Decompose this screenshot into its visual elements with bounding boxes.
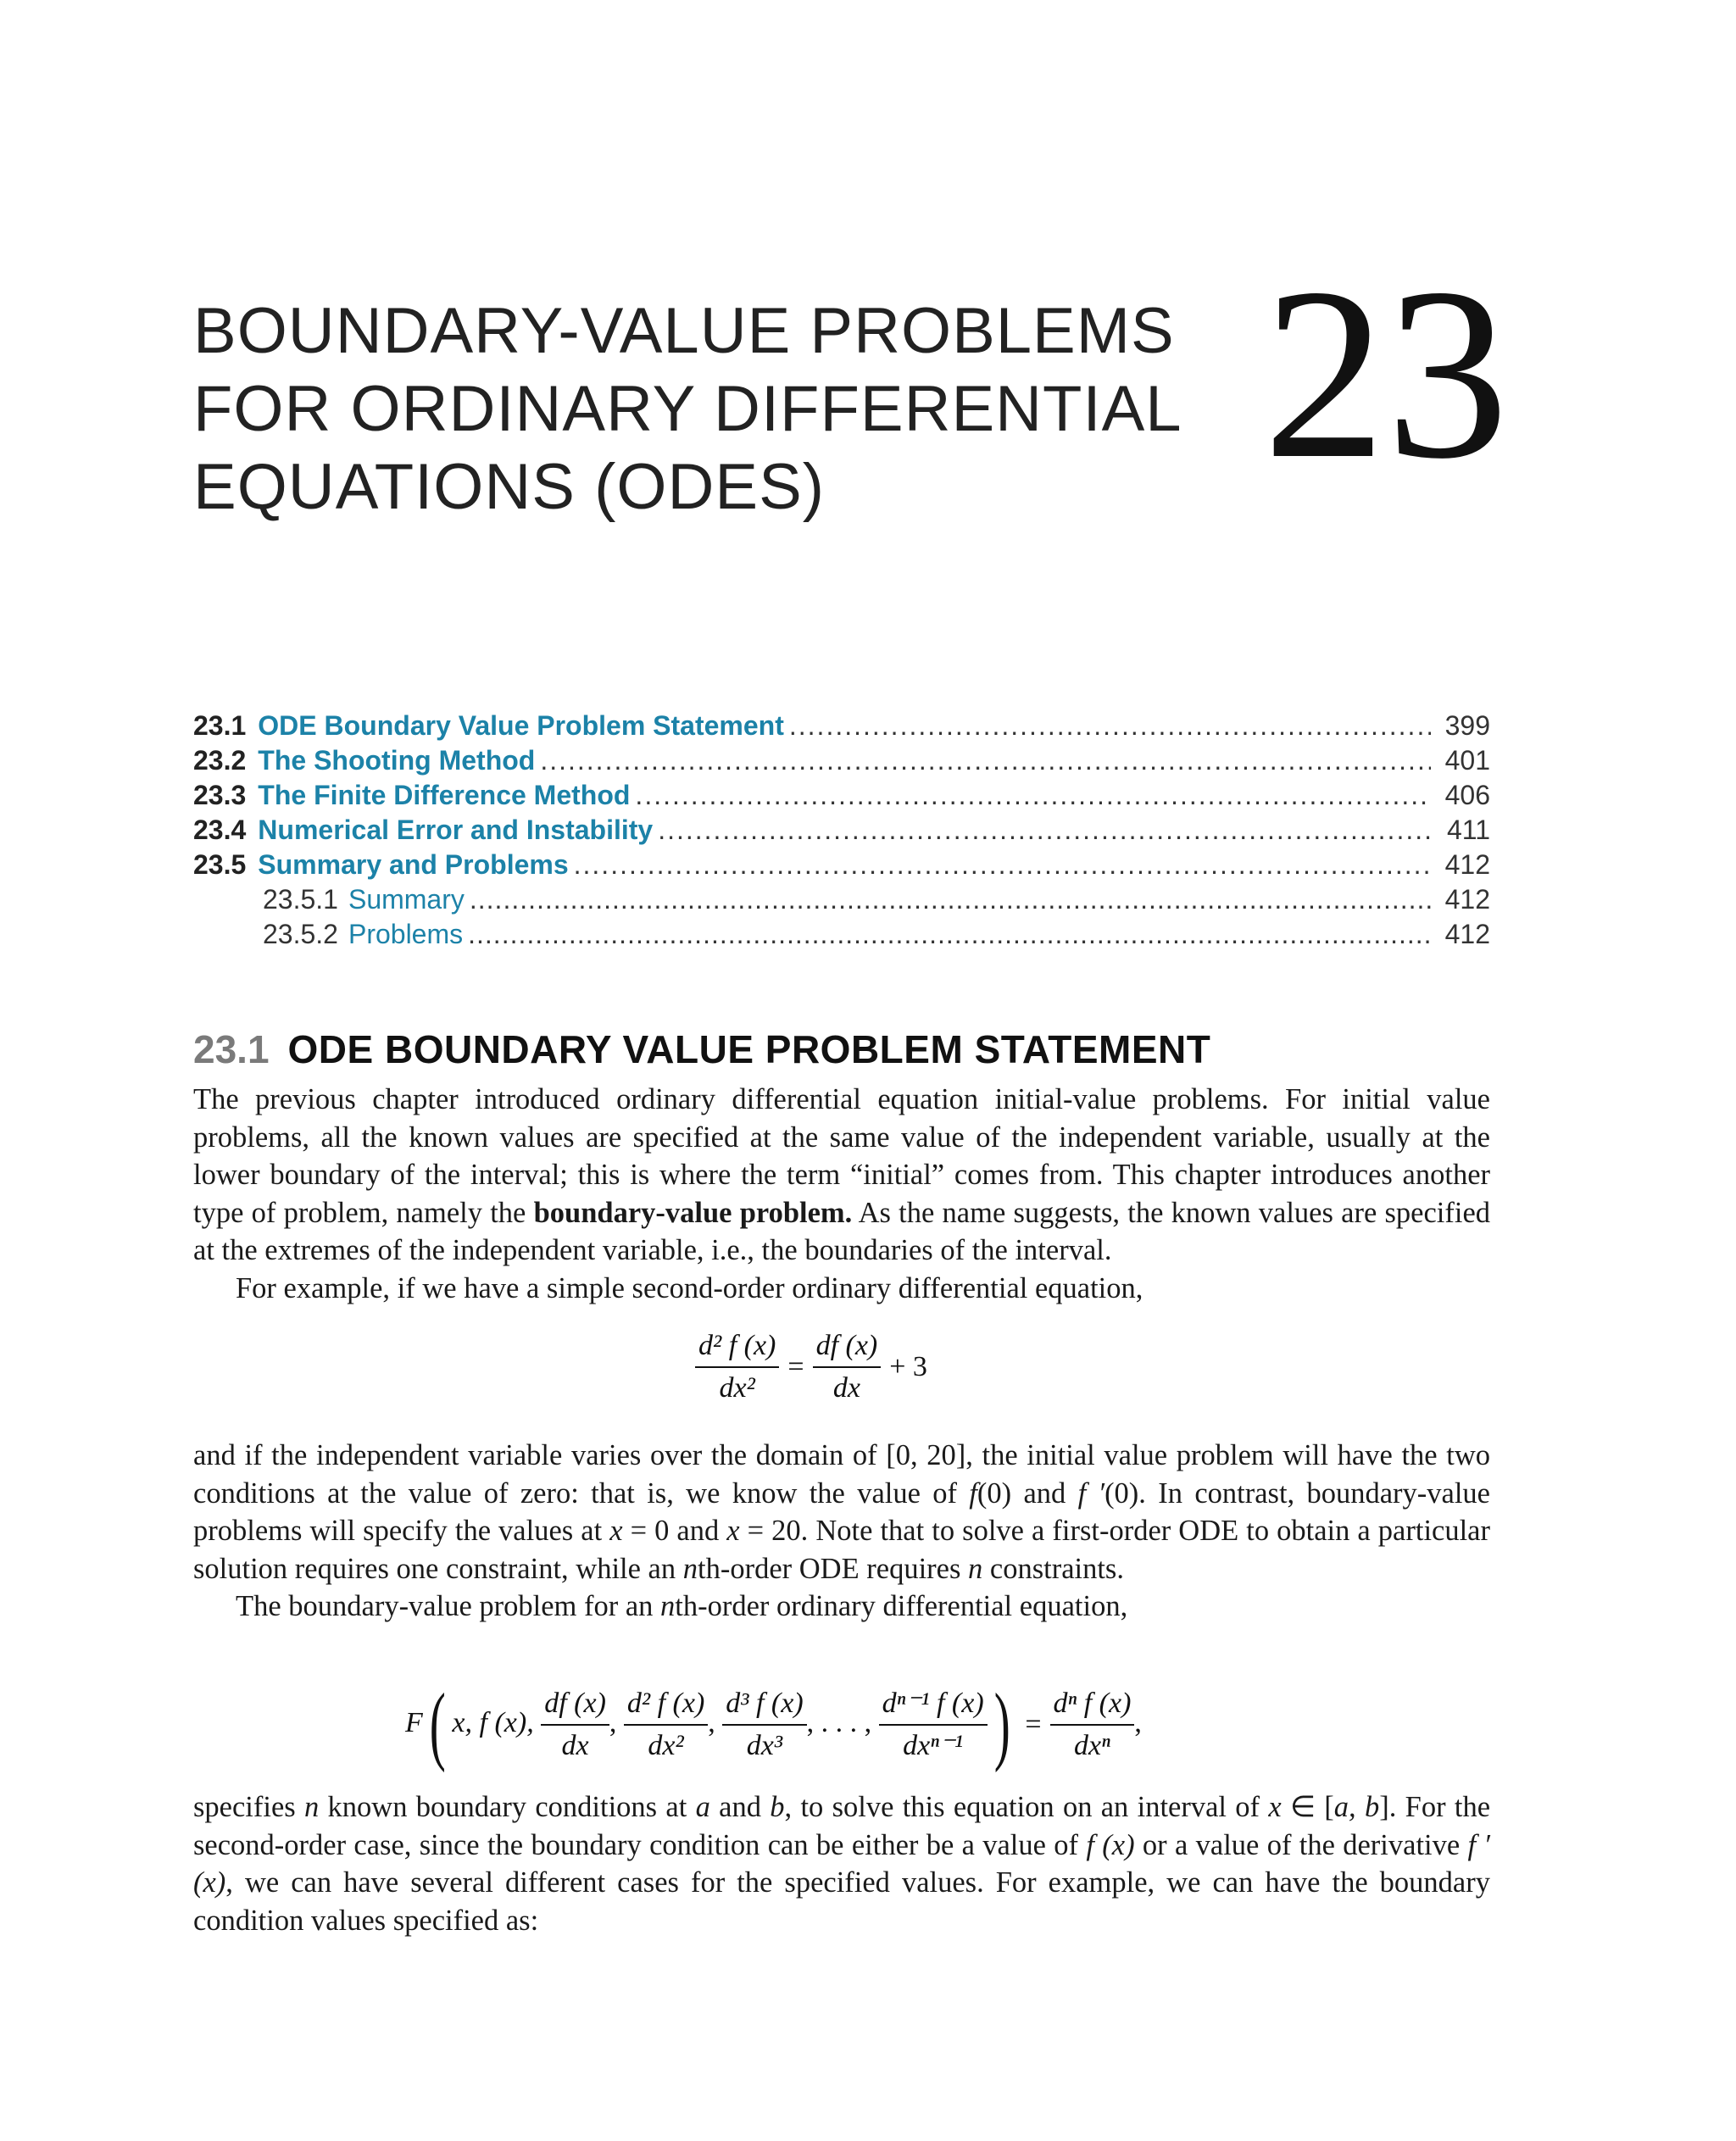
fraction: $\frac{\text{dⁿ f (x)}}{\text{dxⁿ}}$ — [1050, 1687, 1135, 1763]
chapter-title-line-3: EQUATIONS (ODES) — [193, 451, 826, 523]
toc-leader-dots — [540, 745, 1431, 776]
chapter-title-line-2: FOR ORDINARY DIFFERENTIAL — [193, 373, 1182, 445]
toc-entry-link[interactable]: ODE Boundary Value Problem Statement — [258, 710, 784, 741]
toc-entry[interactable] — [193, 780, 1490, 815]
toc-entry-link[interactable]: Problems — [348, 919, 464, 949]
section-heading — [193, 1026, 1210, 1073]
toc-subentry[interactable] — [193, 884, 1490, 919]
toc-leader-dots — [574, 849, 1431, 881]
body-text-block-1 — [193, 1081, 1490, 1307]
toc-entry-page: 399 — [1444, 710, 1490, 741]
toc-leader-dots — [658, 815, 1431, 846]
toc-entry-page: 406 — [1444, 780, 1490, 810]
toc-entry-number: 23.4 — [193, 815, 247, 845]
toc-entry-number: 23.3 — [193, 780, 247, 810]
fraction: $\frac{df (x)}{dx}$ — [813, 1329, 882, 1405]
toc-entry-number: 23.2 — [193, 745, 247, 776]
toc-entry[interactable] — [193, 849, 1490, 884]
toc-entry-number: 23.5.2 — [263, 919, 338, 949]
toc-leader-dots — [635, 780, 1431, 811]
toc-entry-link[interactable]: Numerical Error and Instability — [258, 815, 654, 845]
toc-leader-dots — [468, 919, 1431, 950]
chapter-title — [193, 292, 1253, 526]
paragraph: For example, if we have a simple second-order ordinary differential equation, — [236, 1271, 1143, 1304]
paragraph: The previous chapter introduced ordinary differential equation initial-value problems. For initial value problems, all the known values are specified at the same value of the independent variable, usually at the lower boundary of the interval; this is where the term “initial” comes from. This chapter introduces another type of problem, namely the boundary-value problem. As the name suggests, the known values are specified at the extremes of the independent variable, i.e., the boundaries of the interval. — [193, 1083, 1491, 1266]
toc-entry[interactable] — [193, 710, 1490, 745]
equation-second-order-ode: $\frac{\text{d² f (x)}}{\text{dx²}}$ = $\frac{df (x)}{dx}$ + 3 — [695, 1329, 936, 1405]
toc-entry-page: 412 — [1444, 884, 1490, 915]
toc-entry[interactable] — [193, 745, 1490, 780]
chapter-number: 23 — [1263, 237, 1509, 509]
toc-entry-link[interactable]: Summary — [348, 884, 465, 915]
equation-nth-order-ode: F( x, f (x), $\frac{df (x)}{dx}$ , $\frac{\text{d² f (x)}}{\text{dx²}}$ , $\frac{\text{d³ f (x)}}{\text{dx³}}$ , . . . , $\frac{\text{dⁿ⁻¹ f (x)}}{\text{dxⁿ⁻¹}}$ ) = $\frac{\text{dⁿ f (x)}}{\text{dxⁿ}}$ , — [405, 1676, 1142, 1773]
paragraph: and if the independent variable varies over the domain of [0, 20], the initial value problem will have the two conditions at the value of zero: that is, we know the value of f(0) and f ′(0). In contrast, boundary-value problems will specify the values at x = 0 and x = 20. Note that to solve a first-order ODE to obtain a particular solution requires one constraint, while an nth-order ODE requires n constraints. — [193, 1439, 1490, 1585]
toc-leader-dots — [789, 710, 1431, 742]
fraction: $\frac{\text{d³ f (x)}}{\text{dx³}}$ — [722, 1687, 806, 1763]
body-text-block-2 — [193, 1437, 1490, 1626]
toc-entry-link[interactable]: The Shooting Method — [258, 745, 536, 776]
toc-entry[interactable] — [193, 815, 1490, 849]
section-title: ODE BOUNDARY VALUE PROBLEM STATEMENT — [287, 1027, 1211, 1071]
fraction: $\frac{\text{d² f (x)}}{\text{dx²}}$ — [695, 1329, 779, 1405]
toc-entry-page: 412 — [1444, 919, 1490, 949]
toc-entry-link[interactable]: Summary and Problems — [258, 849, 569, 880]
toc-entry-number: 23.5 — [193, 849, 247, 880]
toc-entry-number: 23.5.1 — [263, 884, 338, 915]
chapter-title-line-1: BOUNDARY-VALUE PROBLEMS — [193, 295, 1175, 367]
toc-entry-page: 412 — [1444, 849, 1490, 880]
toc-leader-dots — [470, 884, 1431, 915]
paragraph: specifies n known boundary conditions at a and b, to solve this equation on an interval of x ∈ [a, b]. For the second-order case, since the boundary condition can be either be a value of f (x) or a value of the derivative f ′(x), we can have several different cases for the specified values. For example, we can have the boundary condition values specified as: — [193, 1791, 1491, 1937]
body-text-block-3 — [193, 1788, 1490, 1939]
paragraph: The boundary-value problem for an nth-order ordinary differential equation, — [236, 1590, 1128, 1622]
bold-term: boundary-value problem. — [533, 1196, 853, 1229]
toc-entry-page: 401 — [1444, 745, 1490, 776]
section-number: 23.1 — [193, 1027, 270, 1071]
toc-entry-number: 23.1 — [193, 710, 247, 741]
fraction: $\frac{\text{dⁿ⁻¹ f (x)}}{\text{dxⁿ⁻¹}}$ — [879, 1687, 988, 1763]
toc-entry-link[interactable]: The Finite Difference Method — [258, 780, 631, 810]
table-of-contents — [193, 710, 1490, 954]
fraction: $\frac{df (x)}{dx}$ — [541, 1687, 609, 1763]
toc-entry-page: 411 — [1446, 815, 1490, 845]
fraction: $\frac{\text{d² f (x)}}{\text{dx²}}$ — [624, 1687, 708, 1763]
toc-subentry[interactable] — [193, 919, 1490, 954]
